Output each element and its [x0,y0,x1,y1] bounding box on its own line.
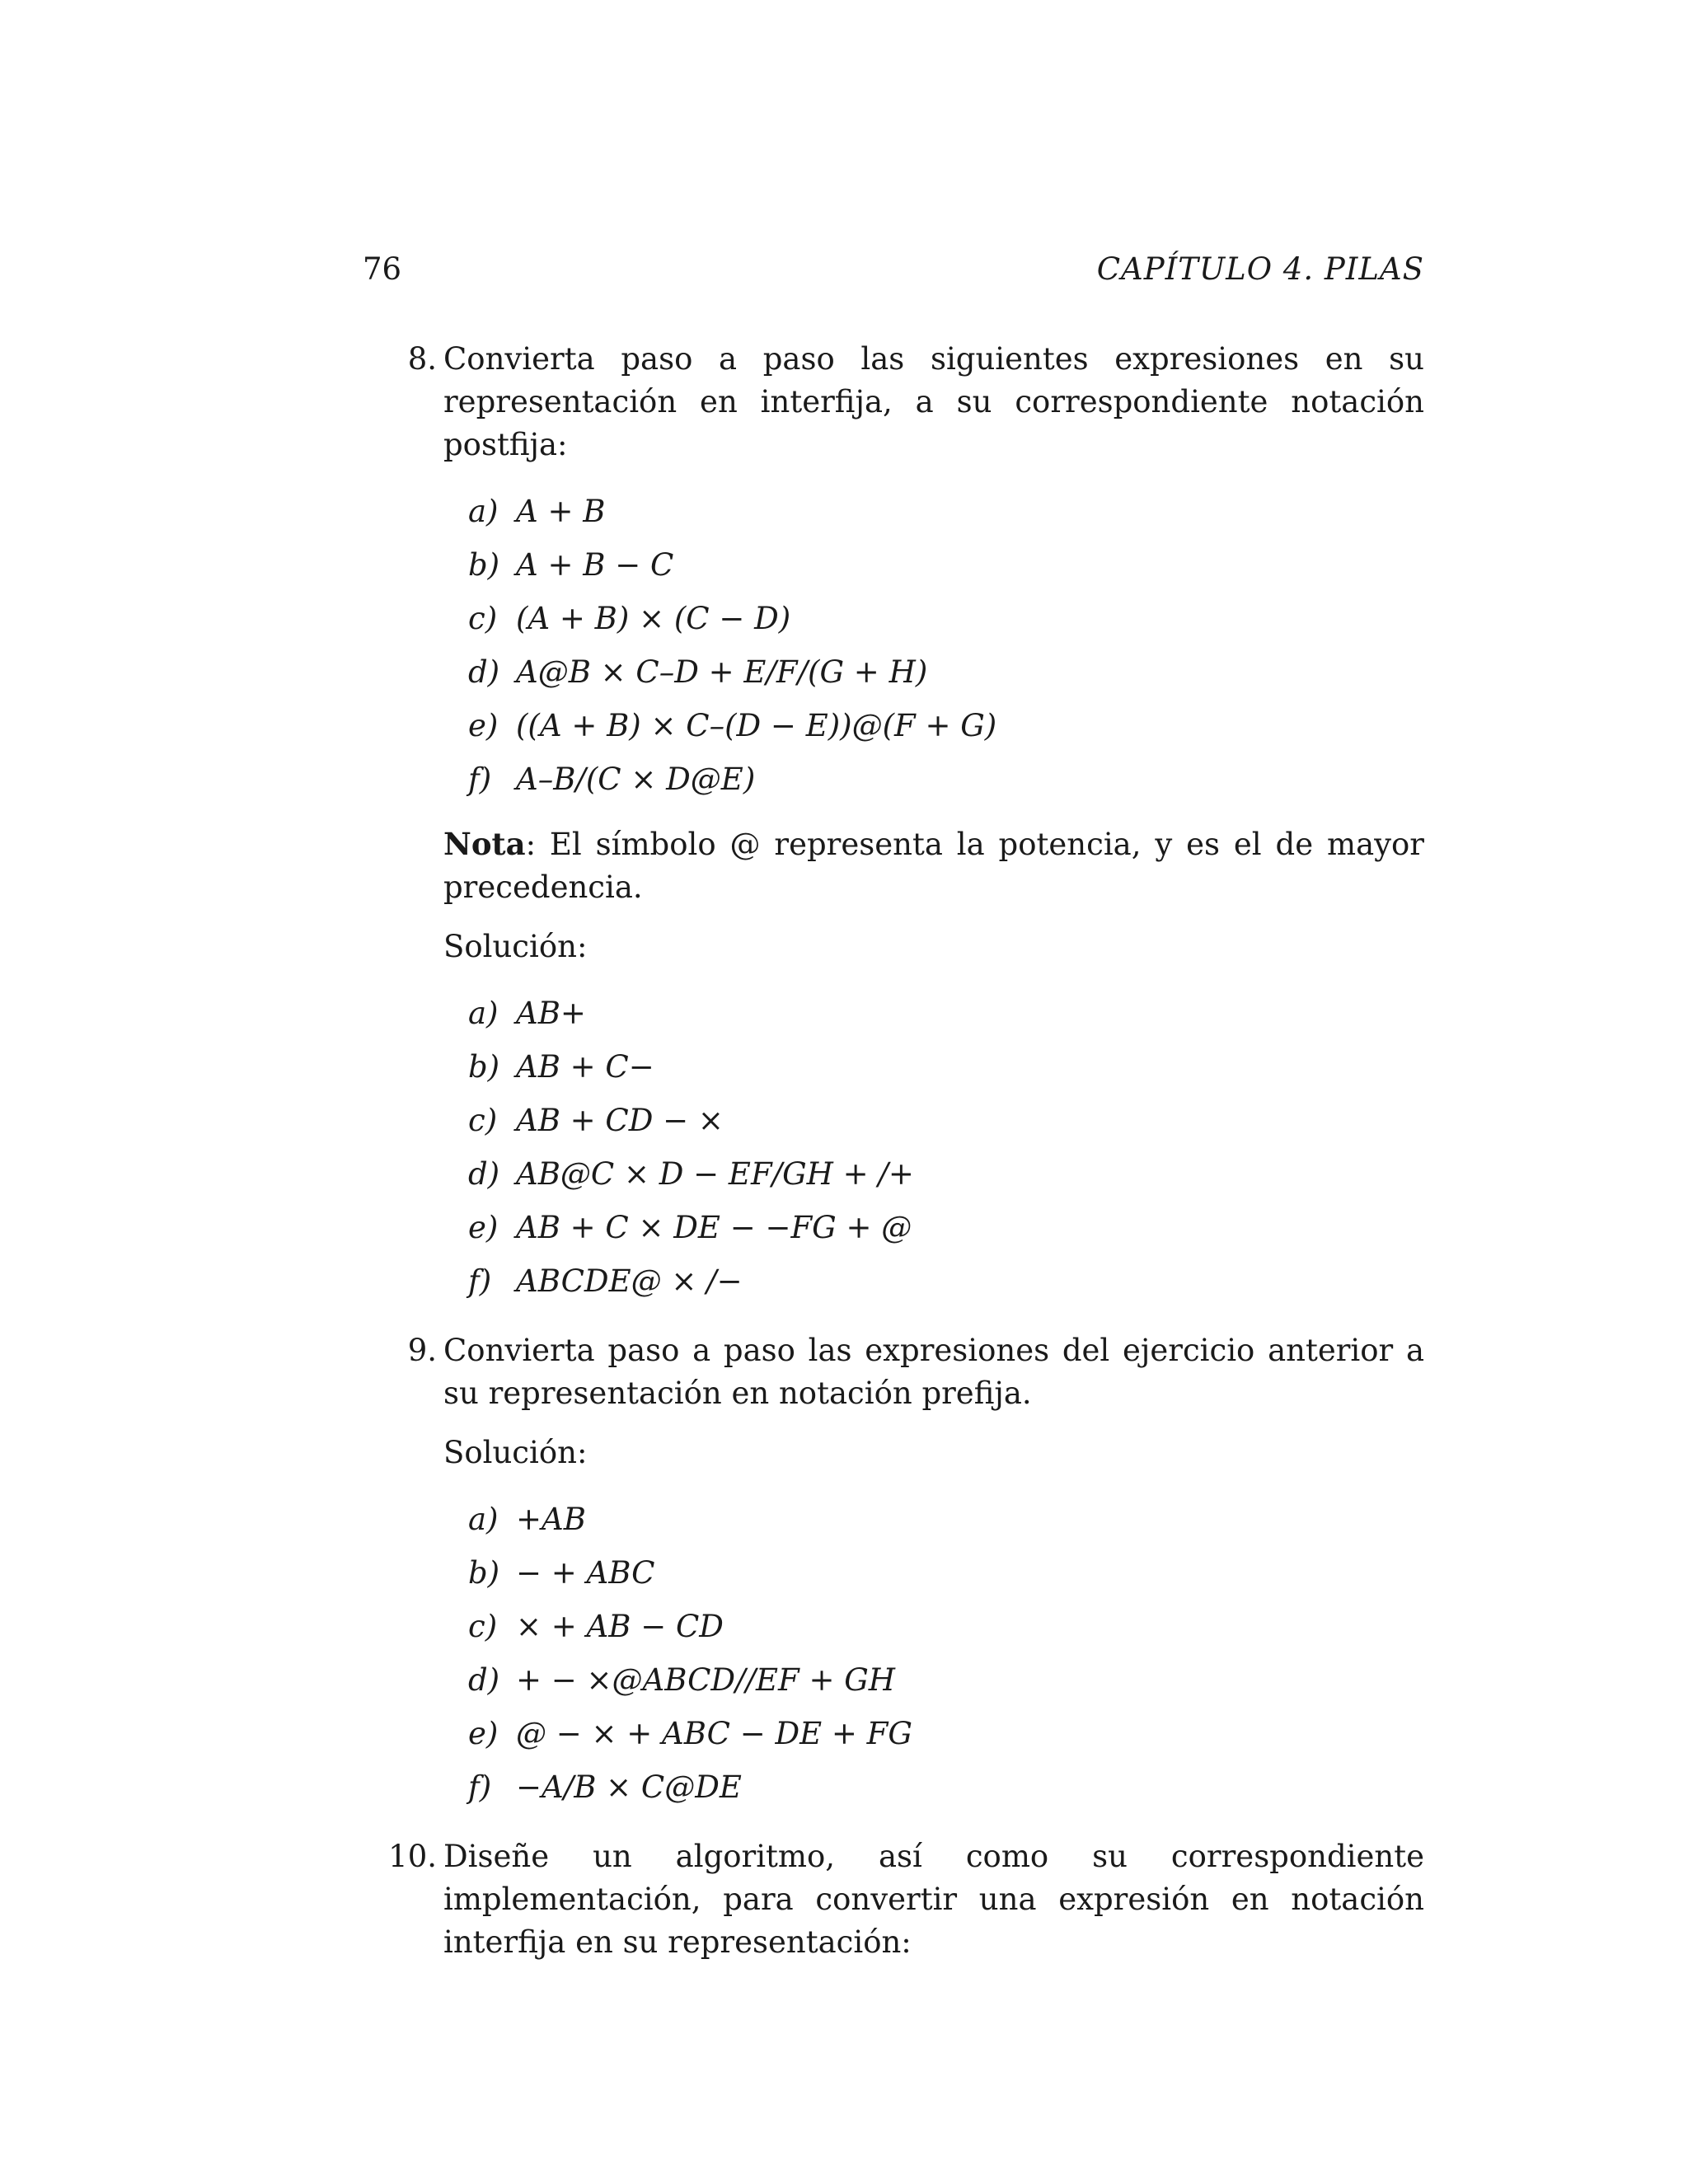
note [443,823,1424,909]
list-item [443,592,1424,645]
exercise-9 [363,1329,1424,1814]
item-expression: −A/B × C@DE [516,1769,742,1805]
list-item [443,987,1424,1040]
solution-label: Solución: [443,929,588,964]
item-label: a) [468,1502,499,1537]
item-label: e) [468,1716,499,1751]
item-expression: A + B [516,494,606,529]
page-body [363,338,1424,1985]
exercise-statement: Diseñe un algoritmo, así como su correspondiente implementación, para convertir una expresión en notación interfija en su representación: [443,1839,1424,1960]
item-expression: AB+ [516,996,586,1031]
item-expression: AB + CD − × [516,1103,724,1138]
list-item [443,752,1424,806]
note-text: : El símbolo @ representa la potencia, y es el de mayor precedencia. [443,827,1424,905]
item-label: b) [468,547,500,583]
item-label: c) [468,1609,498,1644]
list-item [443,1147,1424,1201]
item-label: a) [468,996,499,1031]
item-expression: − + ABC [516,1555,655,1591]
exercise-statement: Convierta paso a paso las expresiones del ejercicio anterior a su representación en notación prefija. [443,1333,1424,1411]
item-label: d) [468,1156,500,1192]
item-label: e) [468,1210,499,1245]
list-item [443,1760,1424,1814]
item-expression: × + AB − CD [516,1609,724,1644]
list-item [443,1201,1424,1254]
exercise-number: 8. [407,341,437,377]
item-label: b) [468,1555,500,1591]
item-label: b) [468,1049,500,1085]
list-item [443,538,1424,592]
item-label: c) [468,601,498,636]
item-expression: AB + C− [516,1049,654,1085]
item-label: f) [468,1263,492,1299]
item-expression: + − ×@ABCD//EF + GH [516,1662,896,1698]
list-item [443,1546,1424,1600]
solution-label: Solución: [443,1435,588,1470]
list-item [443,1493,1424,1546]
item-expression: A@B × C–D + E/F/(G + H) [516,654,928,690]
exercise-statement: Convierta paso a paso las siguientes expresiones en su representación en interfija, a su correspondiente notación postfija: [443,341,1424,462]
page-header [363,251,1424,293]
list-item [443,645,1424,699]
item-label: f) [468,762,492,797]
item-label: e) [468,708,499,743]
list-item [443,1040,1424,1094]
running-title: CAPÍTULO 4. PILAS [1096,251,1424,287]
item-expression: (A + B) × (C − D) [516,601,791,636]
list-item [443,1254,1424,1308]
item-expression: A + B − C [516,547,674,583]
item-label: a) [468,494,499,529]
exercise-8 [363,338,1424,1308]
item-expression: ABCDE@ × /− [516,1263,743,1299]
item-expression: AB@C × D − EF/GH + /+ [516,1156,914,1192]
expression-list [443,485,1424,806]
note-label: Nota [443,826,526,862]
item-expression: AB + C × DE − −FG + @ [516,1210,912,1245]
item-label: d) [468,654,500,690]
item-expression: +AB [516,1502,586,1537]
list-item [443,1707,1424,1760]
list-item [443,1600,1424,1653]
list-item [443,1094,1424,1147]
solution-list [443,1493,1424,1814]
item-expression: A–B/(C × D@E) [516,762,756,797]
exercise-10 [363,1835,1424,1964]
list-item [443,699,1424,752]
item-label: d) [468,1662,500,1698]
list-item [443,1653,1424,1707]
page-number: 76 [363,251,402,287]
item-expression: @ − × + ABC − DE + FG [516,1716,912,1751]
list-item [443,485,1424,538]
exercise-number: 10. [388,1839,437,1874]
exercise-number: 9. [407,1333,437,1368]
solution-list [443,987,1424,1308]
item-label: f) [468,1769,492,1805]
item-label: c) [468,1103,498,1138]
item-expression: ((A + B) × C–(D − E))@(F + G) [516,708,997,743]
